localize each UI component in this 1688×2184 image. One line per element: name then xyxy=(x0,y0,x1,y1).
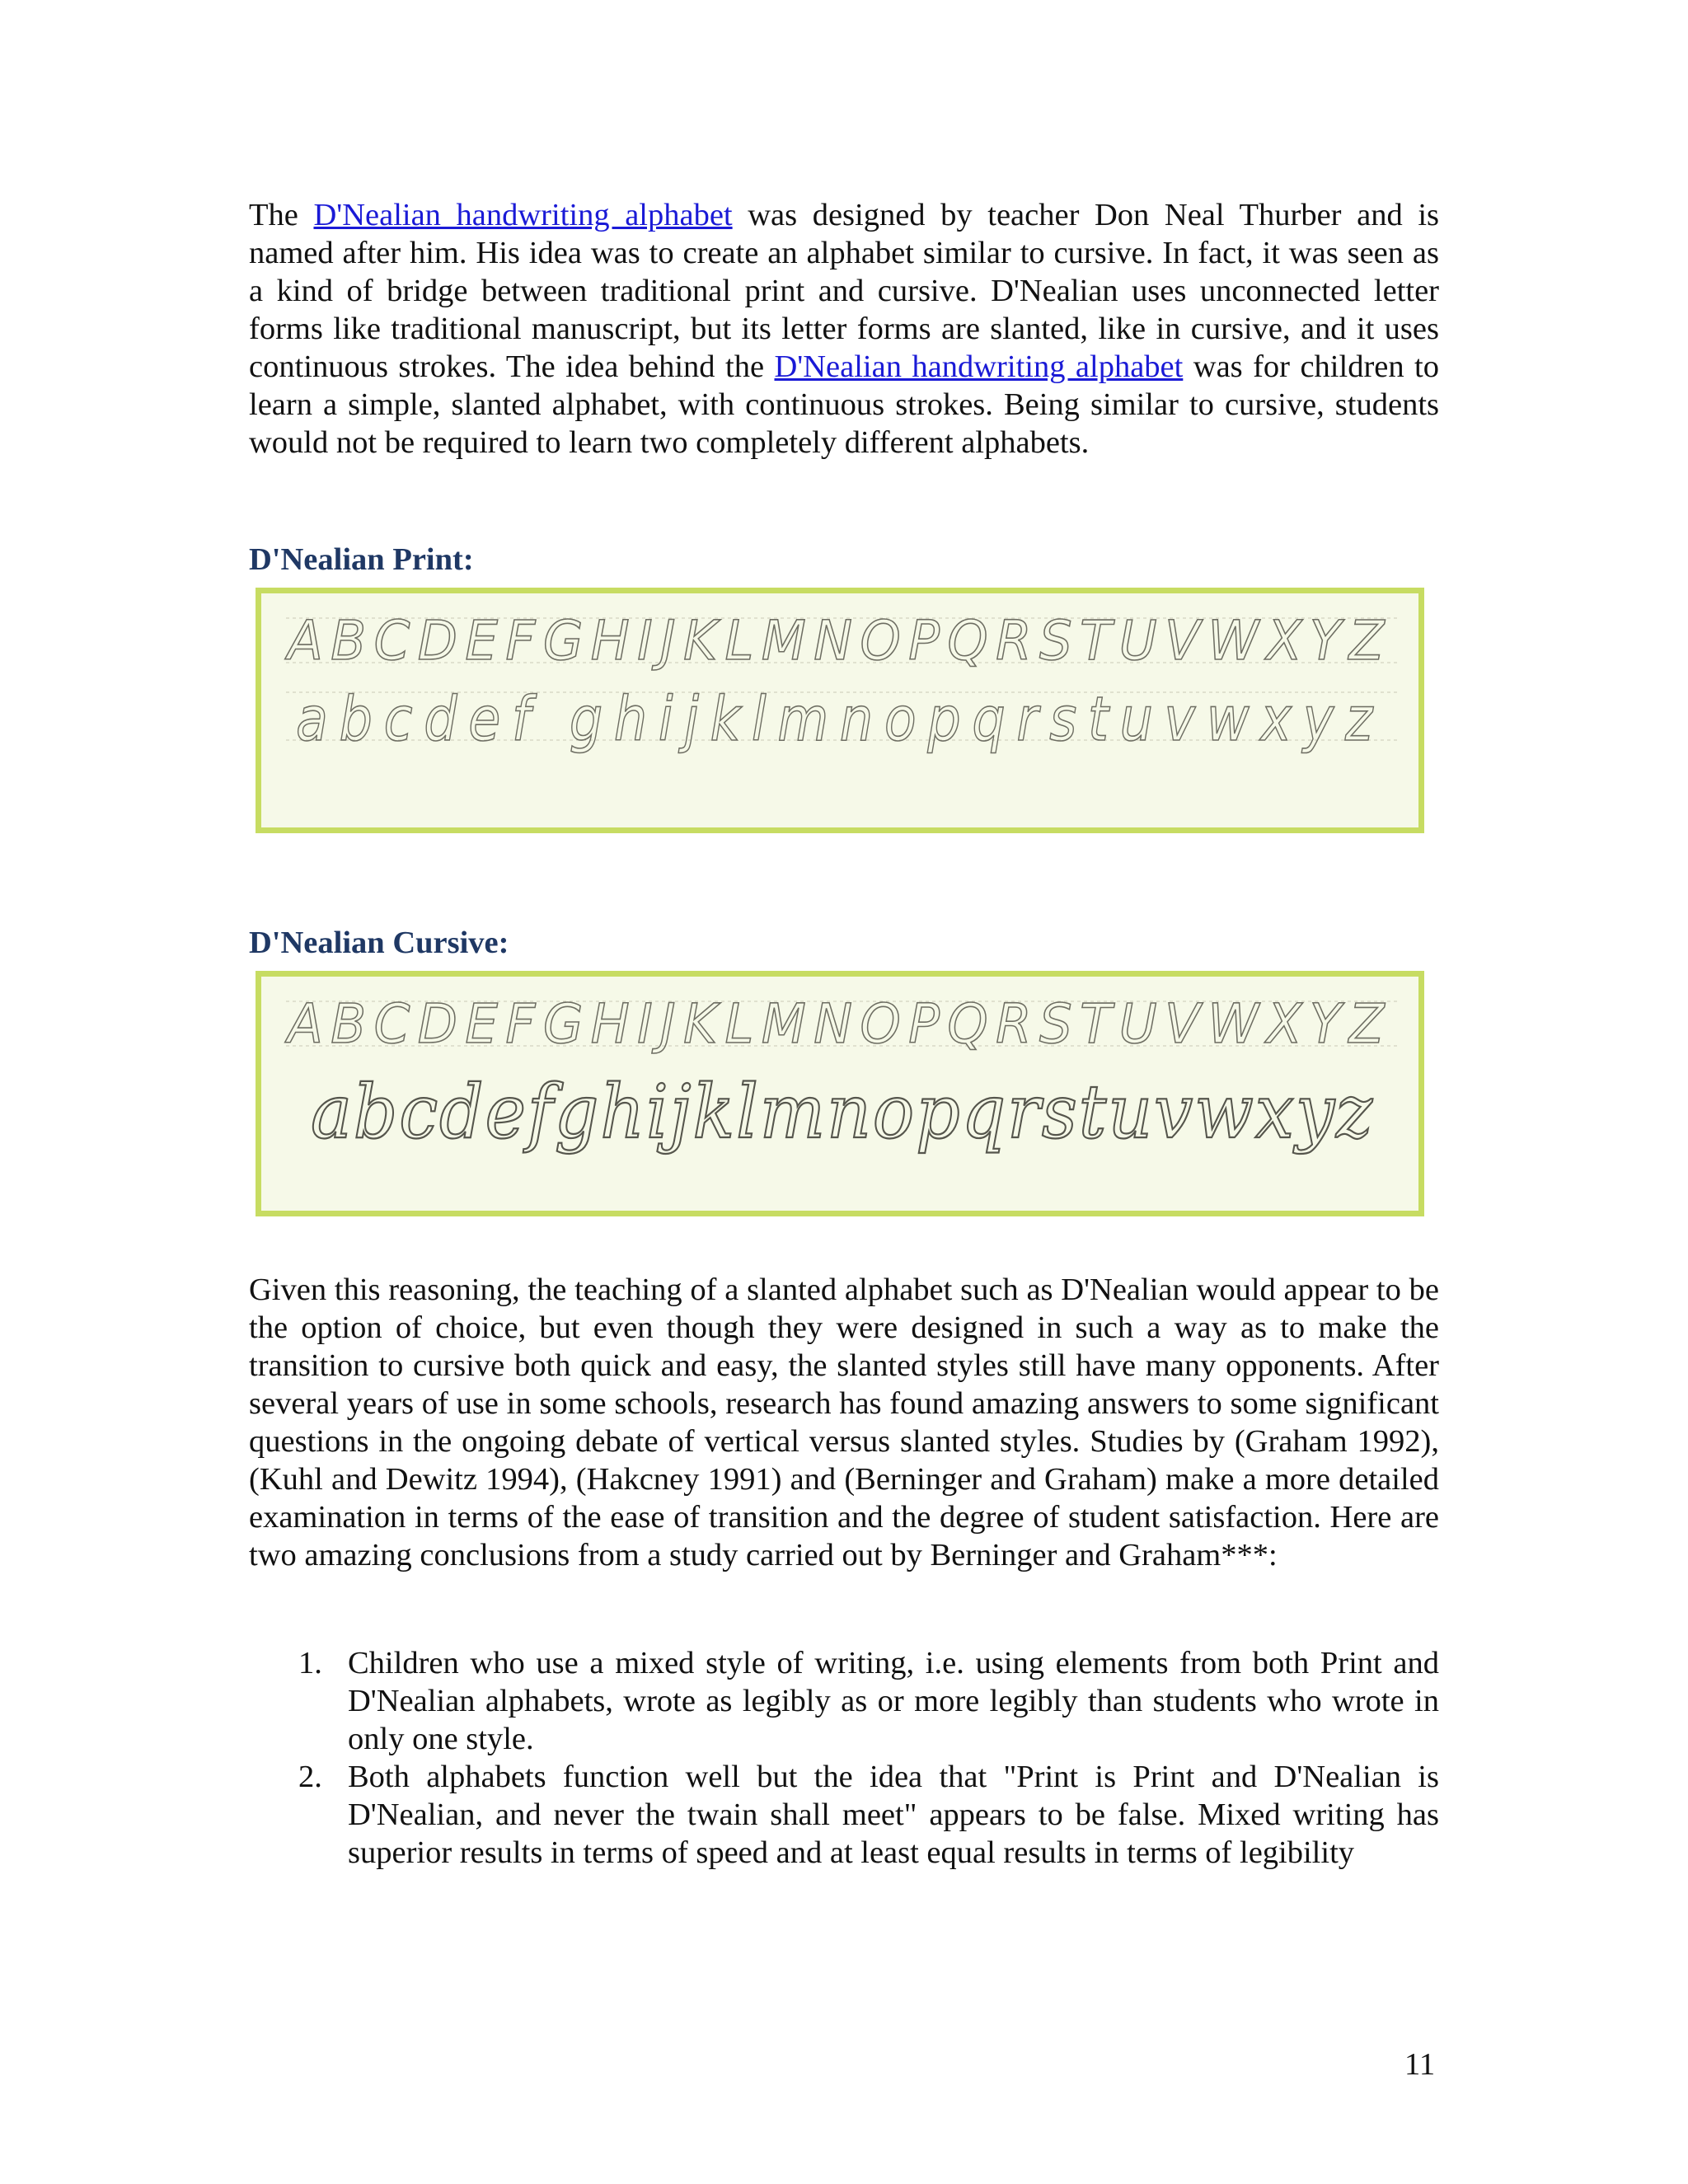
intro-text-3: was for children to learn a simple, slanted alphabet, with continuous strokes. Being similar to cursive, students would not be required to learn two completely different alphabets. xyxy=(249,349,1439,460)
body-paragraph: Given this reasoning, the teaching of a slanted alphabet such as D'Nealian would appear to be the option of choice, but even though they were designed in such a way as to make the transition to cursive both quick and easy, the slanted styles still have many opponents. After several years of use in some schools, research has found amazing answers to some significant questions in the ongoing debate of vertical versus slanted styles. Studies by (Graham 1992), (Kuhl and Dewitz 1994), (Hakcney 1991) and (Berninger and Graham) make a more detailed examination in terms of the ease of transition and the degree of student satisfaction. Here are two amazing conclusions from a study carried out by Berninger and Graham***: xyxy=(249,1272,1439,1572)
cursive-uppercase-letters: ABCDEFGHIJKLMNOPQRSTUVWXYZ xyxy=(284,992,1392,1056)
print-lowercase-letters: abcdef ghijklmnopqrstuvwxyz xyxy=(296,684,1384,755)
print-alphabet-image xyxy=(256,588,1424,833)
print-heading: D'Nealian Print: xyxy=(249,542,474,577)
print-alphabet-figure xyxy=(261,593,1418,827)
intro-text-2: was designed by teacher Don Neal Thurber and is named after him. His idea was to create an alphabet similar to cursive. In fact, it was seen as a kind of bridge between traditional print and cursive. D'Nealian uses unconnected letter forms like traditional manuscript, but its letter forms are slanted, like in cursive, and it uses continuous strokes. The idea behind the xyxy=(249,198,1439,384)
dnealian-link-2[interactable]: D'Nealian handwriting alphabet xyxy=(774,349,1184,384)
list-item xyxy=(249,1758,1439,1872)
list-item xyxy=(249,1644,1439,1758)
list-text: Both alphabets function well but the idea that "Print is Print and D'Nealian is D'Nealian, and never the twain shall meet" appears to be false. Mixed writing has superior results in terms of speed and at least equal results in terms of legibility xyxy=(348,1760,1439,1870)
cursive-heading: D'Nealian Cursive: xyxy=(249,926,509,960)
intro-text-1: The xyxy=(249,198,314,232)
dnealian-link-1[interactable]: D'Nealian handwriting alphabet xyxy=(313,198,733,232)
cursive-alphabet-image xyxy=(256,971,1424,1216)
conclusions-list xyxy=(249,1644,1439,1872)
intro-paragraph xyxy=(249,196,1439,462)
list-text: Children who use a mixed style of writing, i.e. using elements from both Print and D'Nealian alphabets, wrote as legibly as or more legibly than students who wrote in only one style. xyxy=(348,1646,1439,1756)
list-number: 2. xyxy=(298,1760,322,1794)
cursive-lowercase-letters: abcdefghijklmnopqrstuvwxyz xyxy=(311,1069,1374,1155)
page-number: 11 xyxy=(1404,2047,1436,2082)
print-uppercase-letters: ABCDEFGHIJKLMNOPQRSTUVWXYZ xyxy=(284,609,1392,673)
list-number: 1. xyxy=(298,1646,322,1680)
cursive-alphabet-figure xyxy=(261,977,1418,1211)
